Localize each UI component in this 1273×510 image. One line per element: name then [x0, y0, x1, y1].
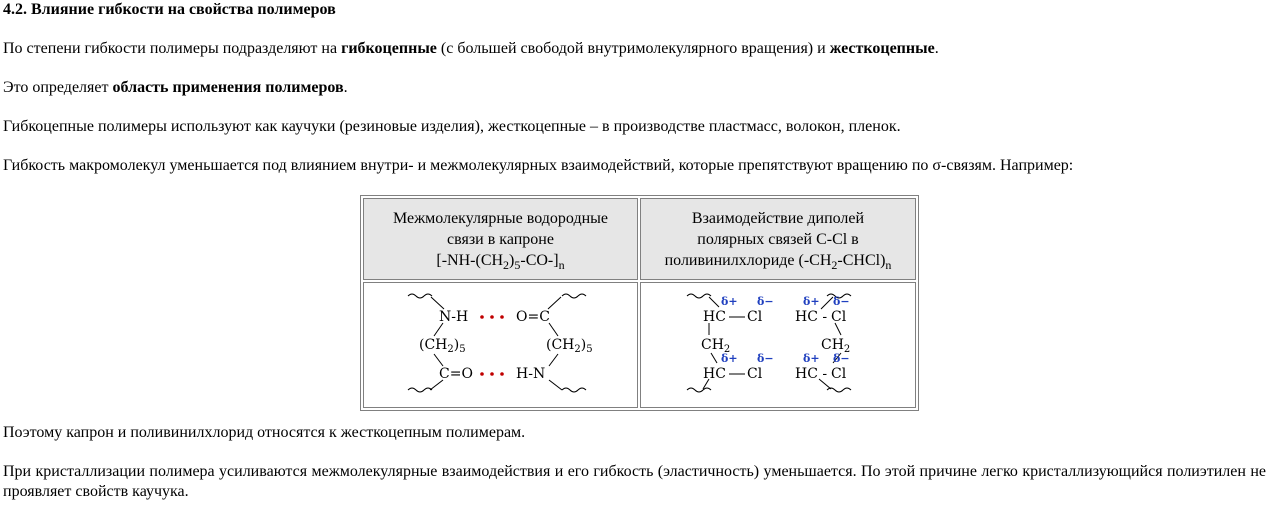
- label-cl: Cl: [831, 309, 847, 325]
- delta-plus: δ+: [721, 295, 738, 308]
- paragraph-conclusion: Поэтому капрон и поливинилхлорид относятся к жесткоцепным полимерам.: [3, 424, 526, 441]
- bond: [434, 354, 443, 366]
- text: .: [343, 79, 348, 96]
- bond: [548, 297, 561, 309]
- header-line: Межмолекулярные водородные: [393, 209, 608, 227]
- section-heading: 4.2. Влияние гибкости на свойства полимеров: [3, 1, 336, 18]
- header-dipole-interaction: [640, 198, 916, 280]
- label-cl: Cl: [747, 366, 763, 382]
- delta-plus: δ+: [803, 295, 820, 308]
- dipole-diagram-cell: [640, 282, 916, 408]
- chain-wave: [562, 388, 586, 392]
- paragraph-flexibility-classes: [3, 39, 939, 59]
- delta-minus: δ−: [757, 295, 774, 308]
- term-flexible: гибкоцепные: [341, 40, 437, 57]
- bond: [711, 353, 717, 363]
- hydrogen-bond-dots: [480, 315, 504, 376]
- paragraph-interactions: Гибкость макромолекул уменьшается под влиянием внутри- и межмолекулярных взаимодействий, которые препятствуют вращению по σ-связям. Например:: [3, 157, 1074, 174]
- label-ch2-right: $(CH_2)_5$: [546, 337, 593, 355]
- chain-wave: [687, 294, 711, 298]
- paragraph-crystallization: При кристаллизации полимера усиливаются межмолекулярные взаимодействия и его гибкость (эластичность) уменьшается. По этой причине легко кристаллизующийся полиэтилен не проявляет свойств каучука.: [3, 463, 1266, 500]
- paragraph-application: [3, 78, 348, 98]
- chain-wave: [562, 294, 586, 298]
- delta-minus: δ−: [833, 352, 850, 365]
- bond: [431, 297, 444, 309]
- label-cl: Cl: [831, 366, 847, 382]
- text: (с большей свободой внутримолекулярного вращения) и: [436, 40, 830, 57]
- label-ch2-left: $(CH_2)_5$: [419, 337, 466, 355]
- label-hc-cl: HC -: [795, 309, 828, 325]
- delta-minus: δ−: [833, 295, 850, 308]
- label-ch2: $CH_2$: [701, 337, 731, 355]
- text: .: [934, 40, 939, 57]
- examples-table: [360, 195, 919, 411]
- chain-wave: [687, 388, 711, 392]
- term-application: область применения полимеров: [112, 79, 344, 96]
- delta-plus: δ+: [803, 352, 820, 365]
- delta-plus: δ+: [721, 352, 738, 365]
- label-hc: HC: [703, 309, 726, 325]
- label-co: C=O: [439, 366, 473, 382]
- bond: [549, 354, 558, 366]
- header-hydrogen-bonds: [363, 198, 638, 280]
- hydrogen-bond-diagram-cell: [363, 282, 638, 408]
- bond: [549, 380, 562, 390]
- header-line: полярных связей C-Cl в: [697, 230, 859, 248]
- pvc-formula: поливинилхлориде $(-CH_2-CHCl)_n$: [664, 251, 892, 272]
- label-oc: O=C: [516, 309, 550, 325]
- chain-wave: [408, 388, 432, 392]
- label-nh: N-H: [439, 309, 469, 325]
- label-hc-cl: HC -: [795, 366, 828, 382]
- paragraph-uses: Гибкоцепные полимеры используют как каучуки (резиновые изделия), жесткоцепные – в производстве пластмасс, волокон, пленок.: [3, 118, 901, 135]
- capron-formula: $[-NH-(CH_2)_5-CO-]_n$: [436, 251, 565, 272]
- bond: [549, 323, 558, 336]
- chain-wave: [408, 294, 432, 298]
- hydrogen-bond-diagram: [364, 283, 637, 402]
- label-hc: HC: [703, 366, 726, 382]
- delta-minus: δ−: [757, 352, 774, 365]
- text: По степени гибкости полимеры подразделяют на: [3, 40, 342, 57]
- term-rigid: жесткоцепные: [829, 40, 935, 57]
- bond: [821, 297, 833, 309]
- label-ch2: $CH_2$: [821, 337, 851, 355]
- header-line: Взаимодействие диполей: [691, 209, 865, 227]
- dipole-interaction-diagram: [641, 283, 915, 402]
- bond: [709, 297, 719, 307]
- text: Это определяет: [3, 79, 113, 96]
- header-line: связи в капроне: [447, 230, 554, 248]
- label-hn: H-N: [516, 366, 546, 382]
- label-cl: Cl: [747, 309, 763, 325]
